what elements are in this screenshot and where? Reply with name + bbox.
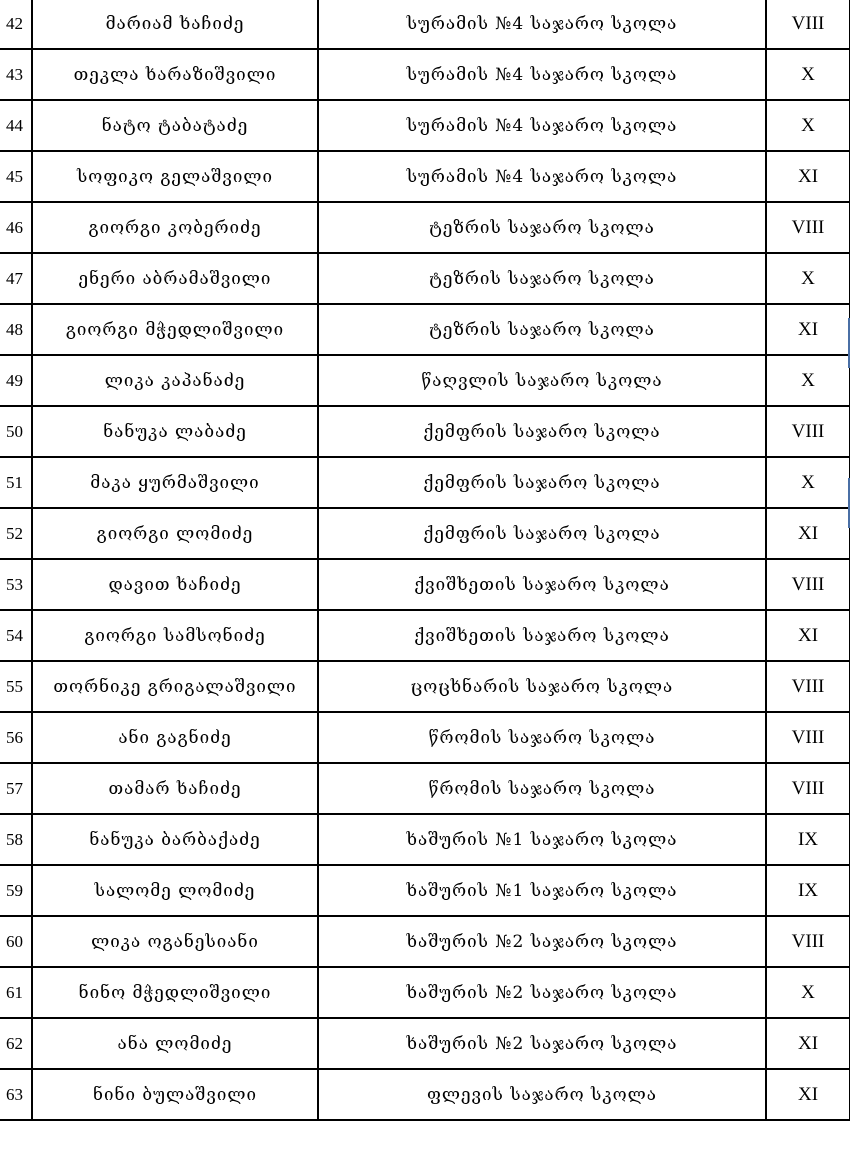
- school-name-cell: სურამის №4 საჯარო სკოლა: [318, 0, 766, 49]
- row-number-cell: 44: [0, 100, 32, 151]
- row-number-cell: 53: [0, 559, 32, 610]
- school-name-cell: სურამის №4 საჯარო სკოლა: [318, 100, 766, 151]
- grade-cell: VIII: [766, 202, 850, 253]
- student-name-cell: ლიკა ოგანესიანი: [32, 916, 318, 967]
- grade-cell: XI: [766, 508, 850, 559]
- grade-cell: VIII: [766, 0, 850, 49]
- grade-cell: VIII: [766, 406, 850, 457]
- student-name-cell: ნანუკა ლაბაძე: [32, 406, 318, 457]
- row-number-cell: 43: [0, 49, 32, 100]
- student-name-cell: გიორგი ლომიძე: [32, 508, 318, 559]
- student-name-cell: ნინი ბულაშვილი: [32, 1069, 318, 1120]
- row-number-cell: 48: [0, 304, 32, 355]
- student-name-cell: ლიკა კაპანაძე: [32, 355, 318, 406]
- table-row: [0, 100, 850, 151]
- row-number-cell: 57: [0, 763, 32, 814]
- school-name-cell: ქემფრის საჯარო სკოლა: [318, 508, 766, 559]
- table-row: [0, 304, 850, 355]
- table-row: [0, 457, 850, 508]
- student-name-cell: ენერი აბრამაშვილი: [32, 253, 318, 304]
- row-number-cell: 51: [0, 457, 32, 508]
- row-number-cell: 49: [0, 355, 32, 406]
- grade-cell: XI: [766, 1069, 850, 1120]
- table-row: [0, 49, 850, 100]
- row-number-cell: 52: [0, 508, 32, 559]
- row-number-cell: 58: [0, 814, 32, 865]
- student-name-cell: ანა ლომიძე: [32, 1018, 318, 1069]
- school-name-cell: ტეზრის საჯარო სკოლა: [318, 202, 766, 253]
- grade-cell: VIII: [766, 712, 850, 763]
- student-name-cell: მარიამ ხაჩიძე: [32, 0, 318, 49]
- table-row: [0, 202, 850, 253]
- school-name-cell: ხაშურის №1 საჯარო სკოლა: [318, 814, 766, 865]
- table-row: [0, 151, 850, 202]
- student-name-cell: თორნიკე გრიგალაშვილი: [32, 661, 318, 712]
- grade-cell: X: [766, 253, 850, 304]
- school-name-cell: ხაშურის №2 საჯარო სკოლა: [318, 916, 766, 967]
- student-name-cell: დავით ხაჩიძე: [32, 559, 318, 610]
- grade-cell: XI: [766, 1018, 850, 1069]
- table-row: [0, 355, 850, 406]
- row-number-cell: 54: [0, 610, 32, 661]
- student-name-cell: მაკა ყურმაშვილი: [32, 457, 318, 508]
- school-name-cell: წრომის საჯარო სკოლა: [318, 763, 766, 814]
- grade-cell: X: [766, 100, 850, 151]
- table-row: [0, 610, 850, 661]
- school-name-cell: ცოცხნარის საჯარო სკოლა: [318, 661, 766, 712]
- table-row: [0, 814, 850, 865]
- row-number-cell: 63: [0, 1069, 32, 1120]
- table-row: [0, 661, 850, 712]
- table-row: [0, 253, 850, 304]
- grade-cell: X: [766, 49, 850, 100]
- grade-cell: VIII: [766, 916, 850, 967]
- grade-cell: XI: [766, 304, 850, 355]
- grade-cell: XI: [766, 610, 850, 661]
- row-number-cell: 55: [0, 661, 32, 712]
- student-name-cell: ანი გაგნიძე: [32, 712, 318, 763]
- table-row: [0, 763, 850, 814]
- school-name-cell: ხაშურის №2 საჯარო სკოლა: [318, 967, 766, 1018]
- table-row: [0, 967, 850, 1018]
- table-row: [0, 1069, 850, 1120]
- school-name-cell: ქვიშხეთის საჯარო სკოლა: [318, 559, 766, 610]
- school-name-cell: წრომის საჯარო სკოლა: [318, 712, 766, 763]
- table-row: [0, 0, 850, 49]
- row-number-cell: 42: [0, 0, 32, 49]
- row-number-cell: 46: [0, 202, 32, 253]
- student-name-cell: გიორგი კობერიძე: [32, 202, 318, 253]
- row-number-cell: 60: [0, 916, 32, 967]
- grade-cell: VIII: [766, 763, 850, 814]
- table-row: [0, 916, 850, 967]
- table-row: [0, 1018, 850, 1069]
- grade-cell: IX: [766, 865, 850, 916]
- school-name-cell: სურამის №4 საჯარო სკოლა: [318, 151, 766, 202]
- student-name-cell: სოფიკო გელაშვილი: [32, 151, 318, 202]
- row-number-cell: 50: [0, 406, 32, 457]
- school-name-cell: სურამის №4 საჯარო სკოლა: [318, 49, 766, 100]
- table-row: [0, 559, 850, 610]
- student-name-cell: თამარ ხაჩიძე: [32, 763, 318, 814]
- school-name-cell: წაღვლის საჯარო სკოლა: [318, 355, 766, 406]
- row-number-cell: 61: [0, 967, 32, 1018]
- student-name-cell: გიორგი მჭედლიშვილი: [32, 304, 318, 355]
- student-name-cell: სალომე ლომიძე: [32, 865, 318, 916]
- school-name-cell: ქვიშხეთის საჯარო სკოლა: [318, 610, 766, 661]
- school-name-cell: ტეზრის საჯარო სკოლა: [318, 304, 766, 355]
- student-name-cell: ნინო მჭედლიშვილი: [32, 967, 318, 1018]
- table-row: [0, 406, 850, 457]
- student-name-cell: გიორგი სამსონიძე: [32, 610, 318, 661]
- student-name-cell: თეკლა ხარაზიშვილი: [32, 49, 318, 100]
- table-row: [0, 712, 850, 763]
- row-number-cell: 47: [0, 253, 32, 304]
- table-row: [0, 865, 850, 916]
- student-name-cell: ნანუკა ბარბაქაძე: [32, 814, 318, 865]
- grade-cell: X: [766, 457, 850, 508]
- table-row: [0, 508, 850, 559]
- school-name-cell: ქემფრის საჯარო სკოლა: [318, 406, 766, 457]
- school-name-cell: ხაშურის №1 საჯარო სკოლა: [318, 865, 766, 916]
- grade-cell: XI: [766, 151, 850, 202]
- grade-cell: IX: [766, 814, 850, 865]
- row-number-cell: 59: [0, 865, 32, 916]
- grade-cell: X: [766, 967, 850, 1018]
- row-number-cell: 56: [0, 712, 32, 763]
- school-name-cell: ტეზრის საჯარო სკოლა: [318, 253, 766, 304]
- school-name-cell: ქემფრის საჯარო სკოლა: [318, 457, 766, 508]
- student-name-cell: ნატო ტაბატაძე: [32, 100, 318, 151]
- grade-cell: X: [766, 355, 850, 406]
- grade-cell: VIII: [766, 661, 850, 712]
- school-name-cell: ფლევის საჯარო სკოლა: [318, 1069, 766, 1120]
- grade-cell: VIII: [766, 559, 850, 610]
- row-number-cell: 62: [0, 1018, 32, 1069]
- school-name-cell: ხაშურის №2 საჯარო სკოლა: [318, 1018, 766, 1069]
- row-number-cell: 45: [0, 151, 32, 202]
